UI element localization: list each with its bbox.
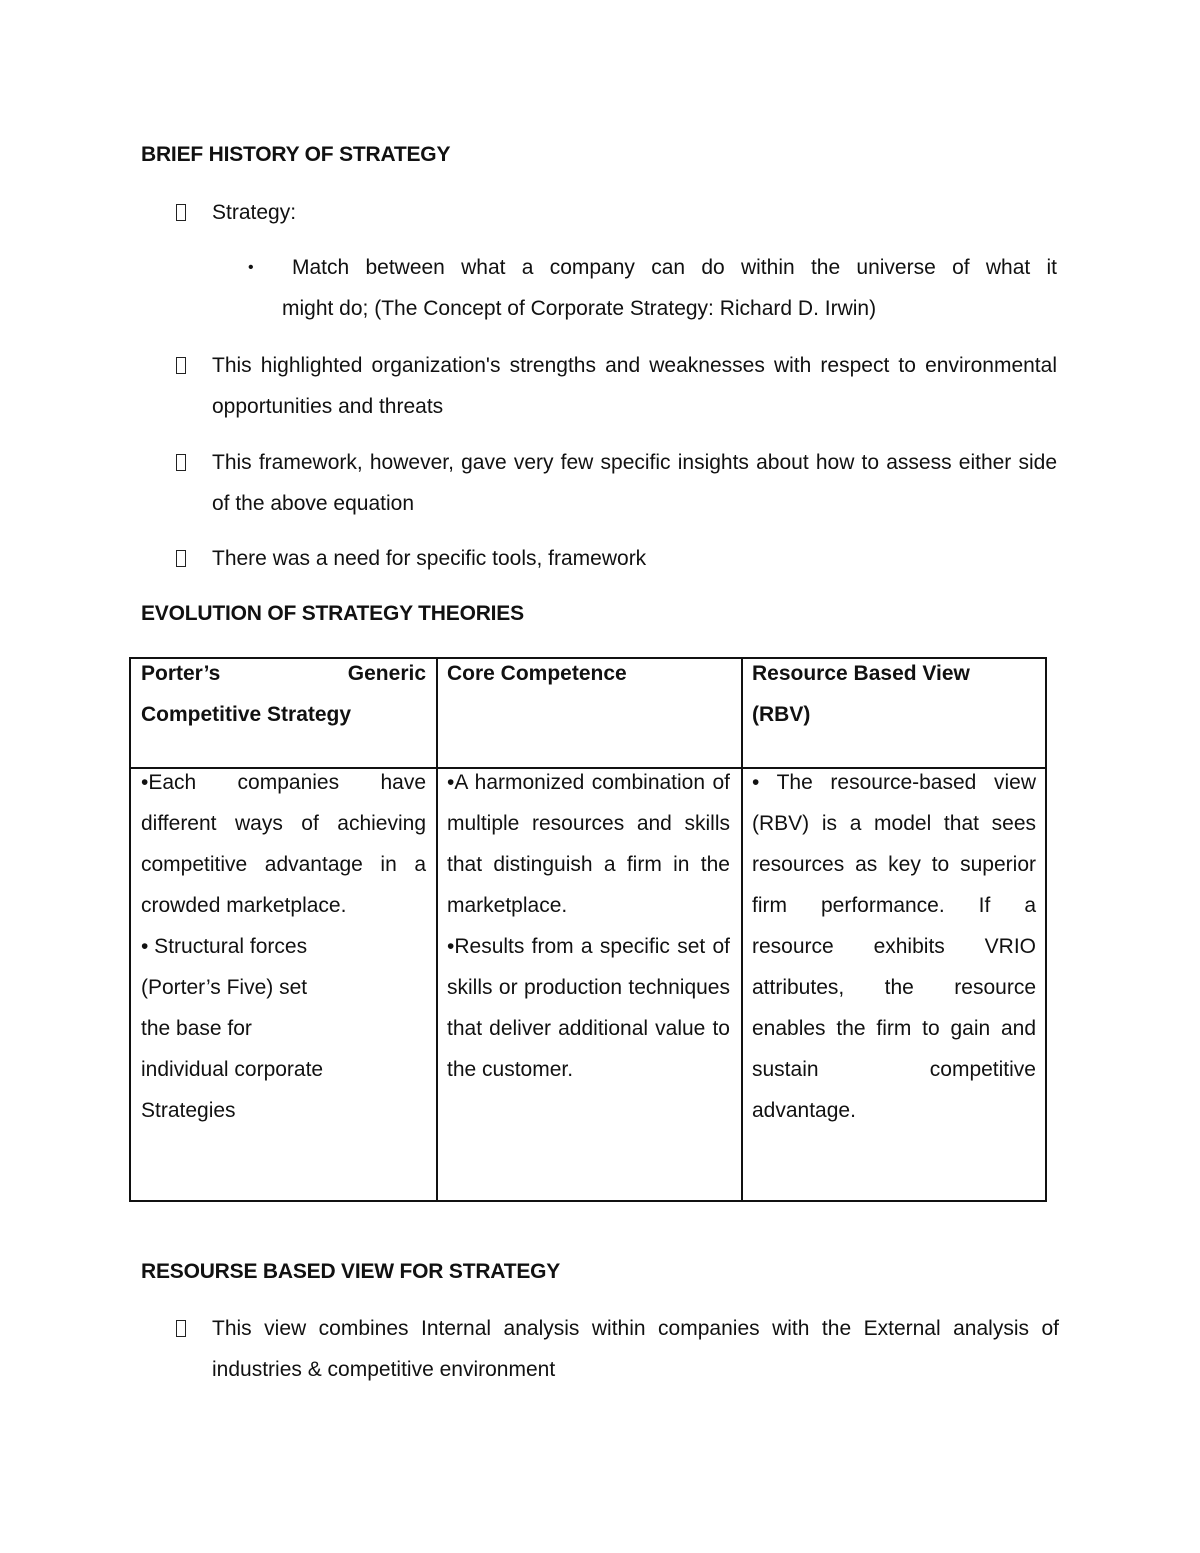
list-item: This view combines Internal analysis within companies with the External analysis of industries & competitive environment: [212, 1317, 1059, 1381]
list-item: There was a need for specific tools, framework: [212, 547, 647, 570]
table-header-porters: Porter’s Generic Competitive Strategy: [141, 662, 426, 726]
porters-paragraph: •Each companies have different ways of achieving competitive advantage in a crowded marketplace.: [141, 771, 426, 917]
table-column-divider: [436, 659, 438, 1200]
table-header-core-competence: Core Competence: [447, 662, 627, 685]
strategy-label: Strategy:: [212, 201, 297, 224]
table-header-rbv: Resource Based View (RBV): [752, 662, 970, 726]
square-bullet-icon: [176, 1320, 186, 1337]
square-bullet-icon: [176, 204, 186, 221]
table-cell-rbv: [752, 762, 1036, 1131]
sub-item-line-1: Match between what a company can do within the universe of what it: [292, 256, 1057, 279]
porters-line: • Structural forces: [141, 935, 308, 958]
table-column-divider: [741, 659, 743, 1200]
list-item: This framework, however, gave very few specific insights about how to assess either side of the above equation: [212, 451, 1057, 515]
square-bullet-icon: [176, 357, 186, 374]
heading-evolution: EVOLUTION OF STRATEGY THEORIES: [141, 602, 524, 625]
heading-resource-based-view: RESOURSE BASED VIEW FOR STRATEGY: [141, 1260, 561, 1283]
rbv-paragraph: • The resource-based view (RBV) is a model that sees resources as key to superior firm performance. If a resource exhibits VRIO attributes, the resource enables the firm to gain and sustain competitive advantage.: [752, 771, 1036, 1122]
porters-line: Strategies: [141, 1099, 236, 1122]
core-competence-paragraph: •Results from a specific set of skills or production techniques that deliver additional value to the customer.: [447, 935, 730, 1081]
square-bullet-icon: [176, 550, 186, 567]
sub-item-line-2: might do; (The Concept of Corporate Strategy: Richard D. Irwin): [282, 297, 877, 320]
porters-line: (Porter’s Five) set: [141, 976, 308, 999]
porters-line: the base for: [141, 1017, 252, 1040]
list-item: This highlighted organization's strengths and weaknesses with respect to environmental opportunities and threats: [212, 354, 1057, 418]
core-competence-paragraph: •A harmonized combination of multiple resources and skills that distinguish a firm in the marketplace.: [447, 771, 730, 917]
round-bullet-icon: •: [248, 259, 254, 276]
porters-line: individual corporate: [141, 1058, 324, 1081]
table-cell-core-competence: [447, 762, 730, 1090]
heading-brief-history: BRIEF HISTORY OF STRATEGY: [141, 143, 451, 166]
table-cell-porters: [141, 762, 426, 1131]
square-bullet-icon: [176, 454, 186, 471]
theories-table: [129, 657, 1047, 1202]
